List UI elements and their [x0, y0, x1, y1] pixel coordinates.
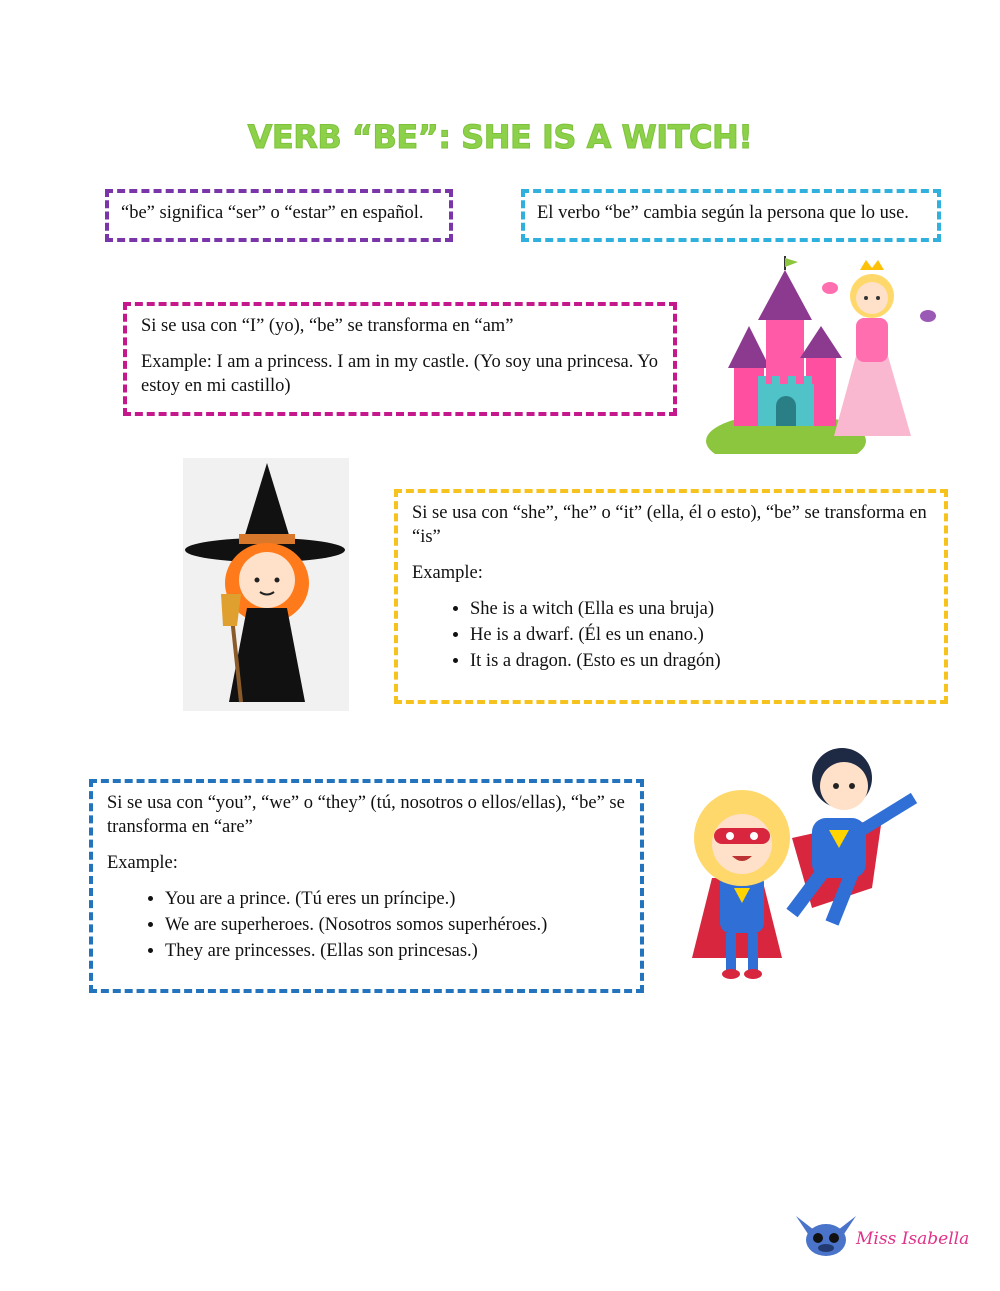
- you-example-label: Example:: [107, 853, 178, 873]
- she-example-label: Example:: [412, 563, 483, 583]
- she-rule-box: [394, 489, 948, 704]
- be-meaning-text: “be” significa “ser” o “estar” en español.: [121, 203, 424, 223]
- list-item: • You are a prince. (Tú eres un príncipe.): [165, 887, 626, 911]
- you-rule-box: [89, 779, 644, 993]
- list-item: • She is a witch (Ella es una bruja): [470, 597, 930, 621]
- she-example-list: [412, 597, 930, 673]
- list-item: • It is a dragon. (Esto es un dragón): [470, 649, 930, 673]
- page-title: VERB “BE”: SHE IS A WITCH!: [247, 118, 753, 156]
- you-example-list: [107, 887, 626, 963]
- i-rule-box: [123, 302, 677, 416]
- be-changes-box: [521, 189, 941, 242]
- be-changes-text: El verbo “be” cambia según la persona que lo use.: [537, 203, 909, 223]
- i-rule-text: Si se usa con “I” (yo), “be” se transforma en “am”: [141, 316, 514, 336]
- superheroes-illustration: [682, 738, 926, 982]
- i-example-text: Example: I am a princess. I am in my castle. (Yo soy una princesa. Yo estoy en mi castillo): [141, 352, 659, 396]
- list-item: • He is a dwarf. (Él es un enano.): [470, 623, 930, 647]
- list-item: • They are princesses. (Ellas son princesas.): [165, 939, 626, 963]
- logo-text: Miss Isabella: [856, 1229, 970, 1249]
- be-meaning-box: [105, 189, 453, 242]
- stitch-logo-icon: [796, 1212, 856, 1260]
- princess-castle-illustration: [706, 256, 946, 454]
- list-item: • We are superheroes. (Nosotros somos superhéroes.): [165, 913, 626, 937]
- you-rule-text: Si se usa con “you”, “we” o “they” (tú, nosotros o ellos/ellas), “be” se transforma en “are”: [107, 793, 625, 837]
- witch-illustration: [183, 458, 349, 711]
- she-rule-text: Si se usa con “she”, “he” o “it” (ella, él o esto), “be” se transforma en “is”: [412, 503, 927, 547]
